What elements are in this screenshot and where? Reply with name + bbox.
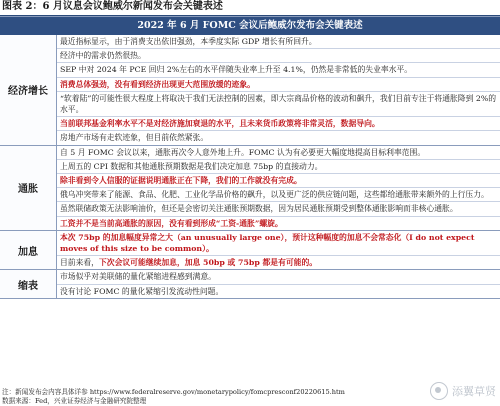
- table-row: [57, 256, 500, 269]
- table-row: [57, 202, 500, 216]
- group-label: 经济增长: [0, 35, 57, 145]
- table-body: [0, 35, 500, 299]
- statement-text: 没有讨论 FOMC 的量化紧缩引发流动性问题。: [60, 286, 224, 296]
- table-row: [57, 270, 500, 284]
- table-row: [57, 160, 500, 174]
- group-rows: [57, 146, 500, 230]
- table-row: [57, 217, 500, 230]
- table-row: [57, 117, 500, 131]
- highlighted-statement: 消费总体强劲，没有看到经济出现更大范围放缓的迹象。: [60, 79, 255, 89]
- table-row: [57, 131, 500, 144]
- statement-text: 目前来看，: [60, 258, 99, 268]
- table-group: [0, 35, 500, 146]
- table-row: [57, 285, 500, 298]
- table-group: [0, 231, 500, 271]
- table-row: [57, 174, 500, 188]
- fomc-statements-table: [0, 16, 500, 299]
- statement-text: 市场似乎对美联储的量化紧缩进程感到满意。: [60, 272, 216, 282]
- highlighted-statement: 下次会议可能继续加息，加息 50bp 或 75bp 都是有可能的。: [98, 258, 318, 268]
- watermark-logo-icon: [430, 382, 448, 400]
- highlighted-statement: 本次 75bp 的加息幅度异常之大（an unusually large one），预计这种幅度的加息不会常态化（I do not expect moves of this size to be common）。: [60, 232, 475, 254]
- group-label: 加息: [0, 231, 57, 270]
- group-rows: [57, 270, 500, 297]
- highlighted-statement: 工资并不是当前高通胀的原因，没有看到形成“工资-通胀”螺旋。: [60, 218, 283, 228]
- statement-text: SEP 中对 2024 年 PCE 回归 2%左右的水平伴随失业率上升至 4.1%，仍然是非常低的失业率水平。: [60, 65, 413, 75]
- table-row: [57, 63, 500, 77]
- group-label: 缩表: [0, 270, 57, 297]
- figure-header: [0, 0, 500, 16]
- table-row: [57, 231, 500, 256]
- highlighted-statement: 当前联邦基金利率水平不是对经济施加衰退的水平，且未来货币政策将非常灵活，数据导向。: [60, 119, 380, 129]
- table-group: [0, 146, 500, 231]
- table-row: [57, 188, 500, 202]
- group-rows: [57, 231, 500, 270]
- statement-text: 自 5 月 FOMC 会议以来，通胀再次令人意外地上升。FOMC 认为有必要更大幅度地提高目标利率范围。: [60, 147, 426, 157]
- watermark: [430, 382, 496, 400]
- watermark-text: 添翼草贤: [452, 385, 496, 398]
- data-source-note: 数据来源：Fed，兴业证券经济与金融研究院整理: [2, 397, 147, 405]
- group-label: 通胀: [0, 146, 57, 230]
- highlighted-statement: 除非看到令人信服的证据说明通胀正在下降，我们的工作就没有完成。: [60, 176, 302, 186]
- table-header: 2022 年 6 月 FOMC 会议后鲍威尔发布会关键表述: [0, 17, 500, 35]
- group-rows: [57, 35, 500, 145]
- statement-text: 虽然联储政策无法影响油价，但还是会密切关注通胀预期数据，因为居民通胀预期受到整体通胀影响而非核心通胀。: [60, 204, 458, 214]
- statement-text: 经济中的需求仍然很热。: [60, 51, 146, 61]
- statement-text: 房地产市场有走软迹象，但目前依然紧张。: [60, 133, 209, 143]
- table-row: [57, 49, 500, 63]
- table-row: [57, 92, 500, 117]
- statement-text: 最近指标显示，由于消费支出依旧强劲，本季度实际 GDP 增长有所回升。: [60, 37, 317, 46]
- statement-text: “软着陆”的可能性很大程度上将取决于我们无法控制的因素，即大宗商品价格的波动和飙升，我们目前专注于将通胀降到 2%的水平。: [60, 93, 497, 115]
- table-row: [57, 35, 500, 49]
- source-note: 注：新闻发布会内容具体详参 https://www.federalreserve.gov/monetarypolicy/fomcpresconf20220615.htm: [2, 388, 345, 396]
- table-row: [57, 78, 500, 92]
- figure-title: 图表 2：6 月议息会议鲍威尔新闻发布会关键表述: [2, 1, 223, 12]
- statement-text: 上周五的 CPI 数据和其他通胀预期数据是我们决定加息 75bp 的直接动力。: [60, 161, 323, 171]
- table-group: [0, 270, 500, 298]
- table-row: [57, 146, 500, 160]
- statement-text: 俄乌冲突带来了能源、食品、化肥、工业化学品价格的飙升，以及更广泛的供应链问题，这些都给通胀带来额外的上行压力。: [60, 190, 489, 200]
